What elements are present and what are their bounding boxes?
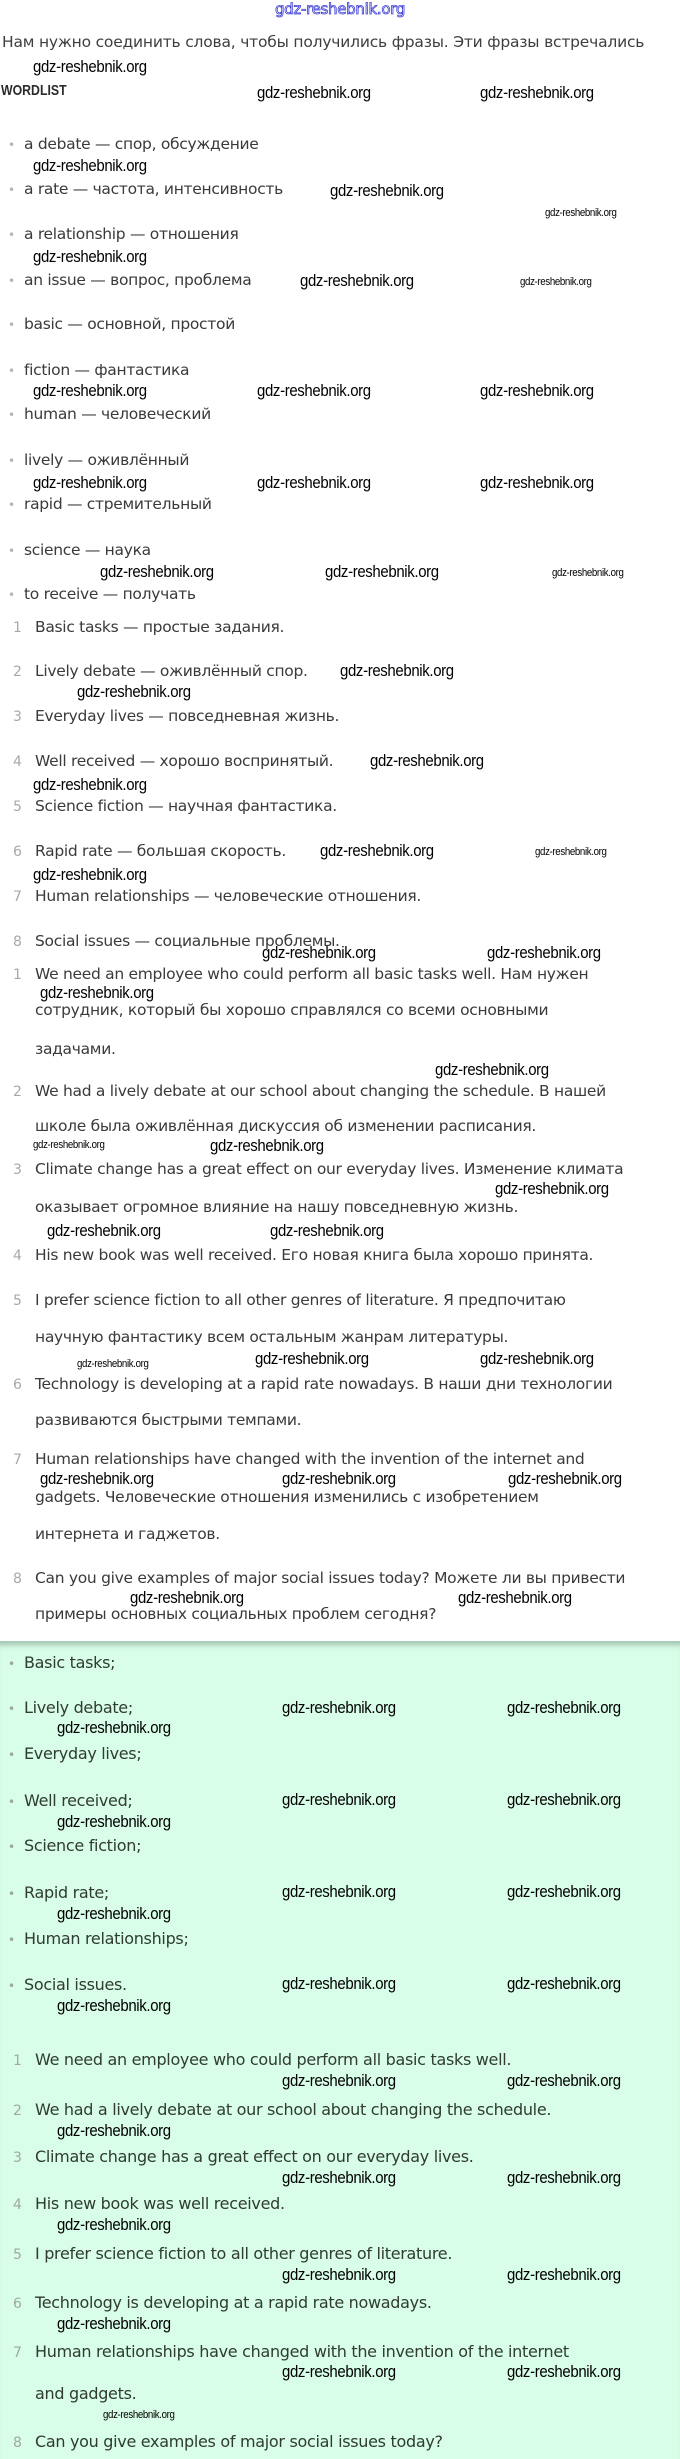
wordlist-item — [8, 315, 235, 335]
item-text: I prefer science fiction to all other genres of literature. Я предпочитаю — [35, 1291, 566, 1309]
watermark-text: gdz-reshebnik.org — [495, 1179, 609, 1198]
phrase-item — [13, 752, 333, 772]
answer-sentence — [13, 2194, 285, 2215]
bullet-icon: • — [8, 1979, 15, 1993]
item-number: 1 — [13, 2053, 22, 2069]
item-text: Everyday lives — повседневная жизнь. — [35, 707, 340, 725]
answer-sentence — [13, 2293, 432, 2314]
wordlist-item — [8, 495, 212, 515]
item-text: Everyday lives; — [24, 1744, 142, 1763]
bullet-icon: • — [8, 228, 15, 242]
item-number: 6 — [13, 1377, 22, 1393]
watermark-text: gdz-reshebnik.org — [103, 2409, 175, 2421]
sentence-continuation: школе была оживлённая дискуссия об изменении расписания. — [35, 1117, 536, 1135]
item-text: a relationship — отношения — [24, 225, 239, 243]
item-number: 3 — [13, 1162, 22, 1178]
watermark-text: gdz-reshebnik.org — [480, 1349, 594, 1368]
answer-sentence — [13, 2147, 474, 2168]
answer-phrase — [8, 1883, 109, 1904]
watermark-text: gdz-reshebnik.org — [282, 1974, 396, 1993]
watermark-text: gdz-reshebnik.org — [33, 381, 147, 400]
item-text: Human relationships; — [24, 1929, 189, 1948]
watermark-text: gdz-reshebnik.org — [77, 682, 191, 701]
item-text: Well received — хорошо воспринятый. — [35, 752, 334, 770]
watermark-text: gdz-reshebnik.org — [520, 276, 592, 288]
watermark-text: gdz-reshebnik.org — [57, 1996, 171, 2015]
watermark-text: gdz-reshebnik.org — [57, 2121, 171, 2140]
bullet-icon: • — [8, 274, 15, 288]
item-text: We had a lively debate at our school about changing the schedule. — [35, 2100, 552, 2119]
phrase-item — [13, 662, 308, 682]
watermark-text: gdz-reshebnik.org — [545, 207, 617, 219]
item-text: basic — основной, простой — [24, 315, 235, 333]
watermark-text: gdz-reshebnik.org — [262, 943, 376, 962]
phrase-item — [13, 707, 339, 727]
bullet-icon: • — [8, 183, 15, 197]
item-text: I prefer science fiction to all other genres of literature. — [35, 2244, 453, 2263]
bullet-icon: • — [8, 544, 15, 558]
item-number: 6 — [13, 844, 22, 860]
item-number: 4 — [13, 1248, 22, 1264]
watermark-text: gdz-reshebnik.org — [47, 1221, 161, 1240]
watermark-text: gdz-reshebnik.org — [33, 473, 147, 492]
watermark-text: gdz-reshebnik.org — [270, 1221, 384, 1240]
watermark-text: gdz-reshebnik.org — [325, 562, 439, 581]
watermark-text: gdz-reshebnik.org — [508, 1469, 622, 1488]
watermark-text: gdz-reshebnik.org — [282, 1882, 396, 1901]
watermark-text: gdz-reshebnik.org — [33, 1139, 105, 1151]
item-text: a debate — спор, обсуждение — [24, 135, 259, 153]
watermark-text: gdz-reshebnik.org — [100, 562, 214, 581]
bullet-icon: • — [8, 1657, 15, 1671]
item-text: His new book was well received. Его новая книга была хорошо принята. — [35, 1246, 594, 1264]
wordlist-title: WORDLIST — [1, 82, 67, 99]
watermark-text: gdz-reshebnik.org — [255, 1349, 369, 1368]
wordlist-item — [8, 271, 251, 291]
item-number: 4 — [13, 754, 22, 770]
watermark-text: gdz-reshebnik.org — [57, 1718, 171, 1737]
item-text: Social issues. — [24, 1975, 127, 1994]
watermark-text: gdz-reshebnik.org — [535, 846, 607, 858]
phrase-item — [13, 842, 286, 862]
bullet-icon: • — [8, 1748, 15, 1762]
watermark-text: gdz-reshebnik.org — [210, 1136, 324, 1155]
item-text: We need an employee who could perform all basic tasks well. — [35, 2050, 512, 2069]
wordlist-item — [8, 585, 196, 605]
watermark-text: gdz-reshebnik.org — [282, 2362, 396, 2381]
item-number: 8 — [13, 934, 22, 950]
answer-phrase — [8, 1929, 189, 1950]
sentence-item — [13, 1291, 566, 1311]
sentence-item — [13, 1450, 584, 1470]
item-text: Social issues — социальные проблемы. — [35, 932, 340, 950]
item-text: science — наука — [24, 541, 151, 559]
item-text: human — человеческий — [24, 405, 211, 423]
wordlist-item — [8, 405, 211, 425]
phrase-item — [13, 797, 337, 817]
item-number: 7 — [13, 2345, 22, 2361]
watermark-text: gdz-reshebnik.org — [57, 1904, 171, 1923]
watermark-text: gdz-reshebnik.org — [480, 381, 594, 400]
item-text: rapid — стремительный — [24, 495, 212, 513]
item-number: 3 — [13, 2150, 22, 2166]
answer-sentence — [13, 2050, 511, 2071]
sentence-item — [13, 1082, 606, 1102]
sentence-continuation: научную фантастику всем остальным жанрам литературы. — [35, 1328, 509, 1346]
item-number: 4 — [13, 2197, 22, 2213]
item-text: We had a lively debate at our school about changing the schedule. В нашей — [35, 1082, 606, 1100]
item-text: fiction — фантастика — [24, 361, 190, 379]
watermark-text: gdz-reshebnik.org — [57, 1812, 171, 1831]
bullet-icon: • — [8, 318, 15, 332]
watermark-text: gdz-reshebnik.org — [33, 865, 147, 884]
answer-phrase — [8, 1791, 133, 1812]
watermark-text: gdz-reshebnik.org — [507, 1882, 621, 1901]
watermark-text: gdz-reshebnik.org — [480, 83, 594, 102]
sentence-item — [13, 1569, 625, 1589]
watermark-text: gdz-reshebnik.org — [282, 1469, 396, 1488]
sentence-continuation: задачами. — [35, 1040, 116, 1058]
wordlist-item — [8, 361, 189, 381]
item-text: Technology is developing at a rapid rate nowadays. В наши дни технологии — [35, 1375, 613, 1393]
sentence-continuation: gadgets. Человеческие отношения изменились с изобретением — [35, 1488, 539, 1506]
bullet-icon: • — [8, 1795, 15, 1809]
answer-sentence — [13, 2342, 569, 2363]
watermark-text: gdz-reshebnik.org — [480, 473, 594, 492]
item-number: 1 — [13, 967, 22, 983]
watermark-text: gdz-reshebnik.org — [257, 83, 371, 102]
wordlist-item — [8, 541, 151, 561]
watermark-text: gdz-reshebnik.org — [130, 1588, 244, 1607]
watermark-text: gdz-reshebnik.org — [487, 943, 601, 962]
item-text: to receive — получать — [24, 585, 196, 603]
bullet-icon: • — [8, 1840, 15, 1854]
item-text: Technology is developing at a rapid rate nowadays. — [35, 2293, 432, 2312]
answer-sentence — [13, 2432, 443, 2453]
item-text: Basic tasks — простые задания. — [35, 618, 285, 636]
item-text: Lively debate — оживлённый спор. — [35, 662, 308, 680]
item-number: 7 — [13, 1452, 22, 1468]
wordlist-item — [8, 451, 189, 471]
item-number: 8 — [13, 1571, 22, 1587]
watermark-text: gdz-reshebnik.org — [300, 271, 414, 290]
watermark-text: gdz-reshebnik.org — [33, 57, 147, 76]
sentence-continuation: оказывает огромное влияние на нашу повседневную жизнь. — [35, 1198, 519, 1216]
sentence-item — [13, 1375, 612, 1395]
wordlist-item — [8, 225, 238, 245]
watermark-text: gdz-reshebnik.org — [507, 1790, 621, 1809]
watermark-text: gdz-reshebnik.org — [507, 1974, 621, 1993]
item-text: Can you give examples of major social issues today? — [35, 2432, 443, 2451]
bullet-icon: • — [8, 1933, 15, 1947]
watermark-text: gdz-reshebnik.org — [507, 2265, 621, 2284]
item-text: His new book was well received. — [35, 2194, 285, 2213]
bullet-icon: • — [8, 498, 15, 512]
watermark-text: gdz-reshebnik.org — [507, 1698, 621, 1717]
watermark-text: gdz-reshebnik.org — [458, 1588, 572, 1607]
item-text: Human relationships — человеческие отношения. — [35, 887, 422, 905]
watermark-text: gdz-reshebnik.org — [282, 1790, 396, 1809]
wordlist-item — [8, 180, 283, 200]
sentence-continuation: примеры основных социальных проблем сегодня? — [35, 1605, 437, 1623]
item-text: a rate — частота, интенсивность — [24, 180, 283, 198]
item-text: Well received; — [24, 1791, 133, 1810]
watermark-text: gdz-reshebnik.org — [370, 751, 484, 770]
bullet-icon: • — [8, 454, 15, 468]
item-text: Rapid rate — большая скорость. — [35, 842, 286, 860]
site-header-logo[interactable]: gdz-reshebnik.org — [274, 0, 406, 18]
sentence-continuation: сотрудник, который бы хорошо справлялся со всеми основными — [35, 1001, 549, 1019]
answer-phrase — [8, 1836, 141, 1857]
item-text: Climate change has a great effect on our everyday lives. Изменение климата — [35, 1160, 624, 1178]
item-text: Lively debate; — [24, 1698, 133, 1717]
item-number: 5 — [13, 799, 22, 815]
watermark-text: gdz-reshebnik.org — [40, 983, 154, 1002]
sentence-item — [13, 1246, 593, 1266]
bullet-icon: • — [8, 1702, 15, 1716]
sentence-item — [13, 1160, 623, 1180]
item-number: 6 — [13, 2296, 22, 2312]
item-text: Basic tasks; — [24, 1653, 116, 1672]
watermark-text: gdz-reshebnik.org — [320, 841, 434, 860]
watermark-text: gdz-reshebnik.org — [507, 2362, 621, 2381]
item-number: 8 — [13, 2435, 22, 2451]
answer-sentence — [13, 2100, 551, 2121]
watermark-text: gdz-reshebnik.org — [33, 247, 147, 266]
item-text: Science fiction; — [24, 1836, 142, 1855]
watermark-text: gdz-reshebnik.org — [40, 1469, 154, 1488]
watermark-text: gdz-reshebnik.org — [552, 567, 624, 579]
bullet-icon: • — [8, 364, 15, 378]
watermark-text: gdz-reshebnik.org — [282, 2265, 396, 2284]
wordlist-item — [8, 135, 259, 155]
answer-phrase — [8, 1653, 115, 1674]
item-number: 2 — [13, 1084, 22, 1100]
bullet-icon: • — [8, 408, 15, 422]
phrase-item — [13, 618, 284, 638]
watermark-text: gdz-reshebnik.org — [282, 2071, 396, 2090]
bullet-icon: • — [8, 588, 15, 602]
item-number: 2 — [13, 664, 22, 680]
item-text: Science fiction — научная фантастика. — [35, 797, 337, 815]
item-text: lively — оживлённый — [24, 451, 190, 469]
item-text: an issue — вопрос, проблема — [24, 271, 252, 289]
watermark-text: gdz-reshebnik.org — [33, 775, 147, 794]
item-number: 7 — [13, 889, 22, 905]
watermark-text: gdz-reshebnik.org — [282, 1698, 396, 1717]
answer-sentence — [13, 2244, 452, 2265]
sentence-continuation: интернета и гаджетов. — [35, 1525, 220, 1543]
watermark-text: gdz-reshebnik.org — [33, 156, 147, 175]
item-number: 3 — [13, 709, 22, 725]
item-text: We need an employee who could perform all basic tasks well. Нам нужен — [35, 965, 589, 983]
answer-phrase — [8, 1744, 141, 1765]
item-text: Human relationships have changed with the invention of the internet — [35, 2342, 569, 2361]
item-text: Climate change has a great effect on our everyday lives. — [35, 2147, 474, 2166]
phrase-item — [13, 887, 421, 907]
sentence-item — [13, 965, 588, 985]
item-text: Human relationships have changed with the invention of the internet and — [35, 1450, 585, 1468]
item-number: 2 — [13, 2103, 22, 2119]
watermark-text: gdz-reshebnik.org — [340, 661, 454, 680]
watermark-text: gdz-reshebnik.org — [507, 2071, 621, 2090]
watermark-text: gdz-reshebnik.org — [77, 1358, 149, 1370]
item-text: Can you give examples of major social issues today? Можете ли вы привести — [35, 1569, 626, 1587]
answer-phrase — [8, 1975, 127, 1996]
watermark-text: gdz-reshebnik.org — [330, 181, 444, 200]
watermark-text: gdz-reshebnik.org — [282, 2168, 396, 2187]
watermark-text: gdz-reshebnik.org — [57, 2314, 171, 2333]
item-number: 5 — [13, 2247, 22, 2263]
item-number: 1 — [13, 620, 22, 636]
watermark-text: gdz-reshebnik.org — [435, 1060, 549, 1079]
watermark-text: gdz-reshebnik.org — [257, 381, 371, 400]
watermark-text: gdz-reshebnik.org — [57, 2215, 171, 2234]
intro-text: Нам нужно соединить слова, чтобы получились фразы. Эти фразы встречались — [2, 33, 645, 51]
item-number: 5 — [13, 1293, 22, 1309]
watermark-text: gdz-reshebnik.org — [257, 473, 371, 492]
bullet-icon: • — [8, 138, 15, 152]
answer-phrase — [8, 1698, 133, 1719]
watermark-text: gdz-reshebnik.org — [507, 2168, 621, 2187]
answer-sentence-continuation: and gadgets. — [35, 2384, 137, 2403]
item-text: Rapid rate; — [24, 1883, 110, 1902]
bullet-icon: • — [8, 1887, 15, 1901]
sentence-continuation: развиваются быстрыми темпами. — [35, 1411, 302, 1429]
